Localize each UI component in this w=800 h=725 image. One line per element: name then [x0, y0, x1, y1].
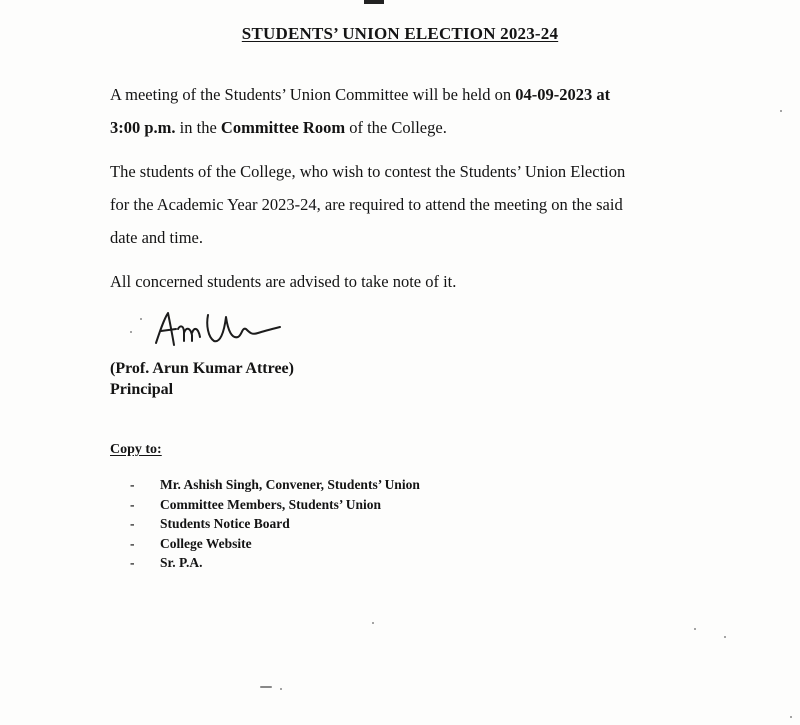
scan-speck	[372, 622, 374, 624]
contest-line-2: for the Academic Year 2023-24, are required to attend the meeting on the said	[110, 195, 623, 214]
signatory-name: (Prof. Arun Kumar Attree)	[110, 360, 294, 377]
copy-to-item: - Committee Members, Students’ Union	[130, 495, 420, 515]
copy-to-item: - College Website	[130, 534, 420, 554]
signatory-block	[110, 358, 294, 400]
list-dash: -	[130, 535, 135, 551]
copy-to-item: - Mr. Ashish Singh, Convener, Students’ Union	[130, 475, 420, 495]
scan-speck	[130, 331, 132, 333]
meeting-text-2: in the	[175, 118, 221, 137]
scan-speck	[790, 716, 792, 718]
contest-paragraph	[110, 155, 710, 254]
list-dash: -	[130, 516, 135, 531]
scan-speck	[780, 110, 782, 112]
list-dash: -	[130, 477, 135, 492]
copy-to-item: - Students Notice Board	[130, 514, 420, 534]
meeting-text-1: A meeting of the Students’ Union Committee will be held on	[110, 85, 516, 104]
scan-speck	[694, 628, 696, 630]
meeting-text-3: of the College.	[345, 118, 447, 137]
notice-title: STUDENTS’ UNION ELECTION 2023-24	[241, 24, 559, 43]
scan-speck	[260, 686, 272, 688]
scan-speck	[280, 688, 282, 690]
scan-top-mark	[364, 0, 384, 4]
principal-signature	[150, 305, 290, 355]
meeting-room: Committee Room	[220, 118, 346, 137]
list-dash: -	[130, 496, 135, 512]
meeting-paragraph	[110, 78, 710, 144]
contest-line-1: The students of the College, who wish to contest the Students’ Union Election	[110, 162, 626, 181]
list-dash: -	[130, 555, 135, 570]
scan-speck	[140, 318, 142, 320]
scan-speck	[724, 636, 726, 638]
copy-to-list	[130, 475, 420, 573]
meeting-date: 04-09-2023 at	[515, 85, 611, 104]
signatory-designation: Principal	[110, 381, 174, 398]
meeting-time: 3:00 p.m.	[110, 118, 176, 137]
contest-line-3: date and time.	[110, 228, 204, 247]
advisory-paragraph: All concerned students are advised to take note of it.	[110, 272, 457, 291]
copy-to-label: Copy to:	[110, 442, 162, 457]
copy-to-item: - Sr. P.A.	[130, 553, 420, 573]
